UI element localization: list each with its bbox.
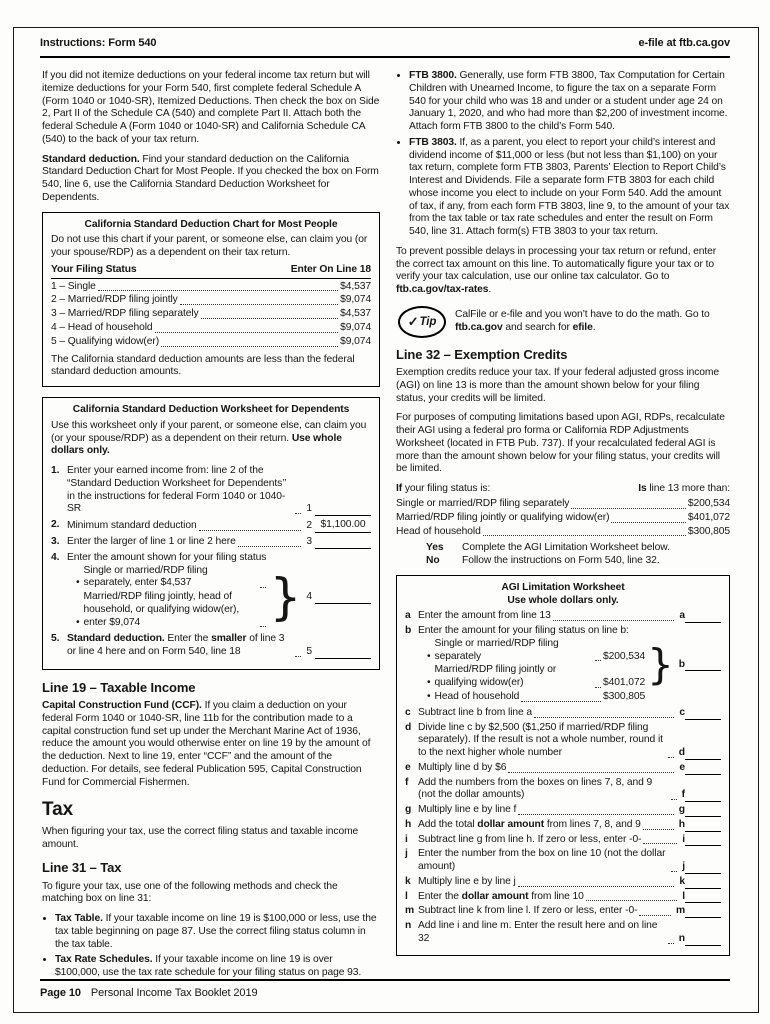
line-4-bullets xyxy=(67,565,268,631)
dot-leader xyxy=(671,868,677,872)
line-4-intro: Enter the amount shown for your filing status xyxy=(67,551,267,563)
chart-row-single xyxy=(51,281,371,294)
dot-leader xyxy=(553,617,675,621)
answer-blank xyxy=(685,805,721,817)
heading-tax: Tax xyxy=(42,799,74,821)
brace-glyph: } xyxy=(647,640,674,690)
agi-line-ref: j xyxy=(682,861,685,873)
agi-line-ref: g xyxy=(678,804,685,816)
status-threshold-row-married xyxy=(396,512,730,525)
agi-letter: h xyxy=(405,818,412,830)
dot-leader xyxy=(508,769,674,773)
heading-line-32: Line 32 – Exemption Credits xyxy=(396,347,568,363)
agi-letter: c xyxy=(405,706,411,718)
agi-l-pre: Enter the xyxy=(418,890,462,902)
agi-letter: g xyxy=(405,804,412,816)
dependents-worksheet-intro-text: Use this worksheet only if your parent, or someone else, can claim you (or your spouse/RDP) as a dependent on their return. xyxy=(51,419,367,444)
option-label: • Single or married/RDP filing separately xyxy=(434,637,559,662)
agi-letter: b xyxy=(405,625,412,637)
dot-leader xyxy=(668,940,674,944)
dot-leader xyxy=(238,543,302,547)
answer-blank xyxy=(685,862,721,874)
ftb-3803-text: If, as a parent, you elect to report your child’s interest and dividend income of $11,000 or less (but not less than $1,100) on your tax return, complete form FTB 3803, Parents’ Election to Report Child’s Interest and Dividends. File a separate form FTB 3803 for each child whose income you elect to include on your Form 540. Add the amount of tax, if any, from each form FTB 3803, line 9, to the amount of your tax from the tax table or tax rate schedules and enter the result on Form 540, line 31. Attach form(s) FTB 3803 to your tax return. xyxy=(409,136,730,238)
agi-line-label: Multiply line e by line j xyxy=(418,875,516,887)
agi-line-ref: e xyxy=(679,761,685,773)
agi-line-label: Subtract line b from line a xyxy=(418,706,533,718)
ccf-lead: Capital Construction Fund (CCF). xyxy=(42,699,202,711)
agi-row-m xyxy=(405,905,721,918)
dot-leader xyxy=(521,698,601,702)
check-icon: ✓ xyxy=(407,313,419,329)
chart-row-label: 2 – Married/RDP filing jointly xyxy=(51,294,178,306)
is-bold: Is xyxy=(638,483,647,495)
threshold-amount: $401,072 xyxy=(687,511,730,523)
dot-leader xyxy=(518,883,675,887)
agi-filing-option xyxy=(418,664,645,690)
line-number: 5. xyxy=(51,633,60,645)
dependents-worksheet-intro xyxy=(51,420,371,458)
agi-line-label: Enter the amount from line 13 xyxy=(418,610,551,622)
dot-leader xyxy=(199,527,302,531)
whole-dollars-note: Use whole dollars only. xyxy=(51,432,342,457)
tip-text-2: and search for xyxy=(502,322,573,334)
chart-row-label: 5 – Qualifying widow(er) xyxy=(51,335,160,347)
answer-blank xyxy=(685,708,721,720)
dot-leader xyxy=(595,684,601,688)
line-number: 2. xyxy=(51,519,60,531)
dot-leader xyxy=(639,912,671,916)
line-ref: 3 xyxy=(306,535,312,547)
agi-line-ref: n xyxy=(678,932,685,944)
standard-deduction-chart-box xyxy=(42,212,380,387)
chart-row-amount: $4,537 xyxy=(340,308,371,320)
delays-period: . xyxy=(488,284,492,296)
dot-leader xyxy=(671,796,677,800)
dot-leader xyxy=(180,301,338,305)
line-ref: 1 xyxy=(306,503,312,515)
agi-b-options xyxy=(418,625,645,705)
worksheet-line-2 xyxy=(51,519,371,533)
threshold-amount: $200,534 xyxy=(687,498,730,510)
tax-rate-schedules-text: If your taxable income on line 19 is over $100,000, use the tax rate schedule for your filing status on page 93. xyxy=(55,954,362,979)
line-body xyxy=(67,536,371,549)
chart-row-married-separately xyxy=(51,308,371,321)
agi-line-label: Subtract line k from line l. If zero or less, enter -0- xyxy=(418,905,638,917)
tax-table-lead: Tax Table. xyxy=(55,913,103,925)
agi-line-label: Divide line c by $2,500 ($1,250 if married/RDP filing separately). If the result is not a whole number, round it to the next higher whole number xyxy=(418,721,663,759)
standard-deduction-text: Find your standard deduction on the California Standard Deduction Chart for Most People. If you checked the box on Form 540, line 6, use the California Standard Deduction Worksheet for Dependents. xyxy=(42,153,379,203)
status-label: Single or married/RDP filing separately xyxy=(396,498,570,510)
dot-leader xyxy=(611,519,685,523)
line-body xyxy=(67,465,371,516)
agi-line-body xyxy=(418,625,721,705)
line-ref: 2 xyxy=(306,520,312,532)
chart-col-filing-status: Your Filing Status xyxy=(51,263,137,275)
dot-leader xyxy=(483,532,686,536)
agi-line-ref: l xyxy=(682,890,685,902)
dot-leader xyxy=(668,754,674,758)
minimum-standard-deduction-value: $1,100.00 xyxy=(315,519,371,533)
agi-line-label: Enter the number from the box on line 10 (not the dollar amount) xyxy=(418,848,666,873)
dot-leader xyxy=(260,584,266,588)
dot-leader xyxy=(643,840,677,844)
tip-badge-icon xyxy=(398,306,446,338)
chart-row-label: 3 – Married/RDP filing separately xyxy=(51,308,199,320)
header-left-title: Instructions: Form 540 xyxy=(40,37,157,49)
line-label xyxy=(67,633,293,659)
answer-blank xyxy=(315,504,371,516)
answer-blank xyxy=(315,592,371,604)
if-filing-status-label xyxy=(396,483,490,496)
header-right-title: e-file at ftb.ca.gov xyxy=(638,37,730,49)
option-label: • Single or married/RDP filing separately, enter $4,537 xyxy=(83,564,208,589)
ftb-3800-lead: FTB 3800. xyxy=(409,70,457,81)
dot-leader xyxy=(295,510,301,514)
agi-letter: e xyxy=(405,761,411,773)
no-label: No xyxy=(426,555,440,567)
answer-blank xyxy=(685,659,721,671)
dot-leader xyxy=(595,657,601,661)
agi-line-label: Multiply line e by line f xyxy=(418,804,517,816)
answer-blank xyxy=(315,647,371,659)
delays-paragraph xyxy=(396,246,730,297)
exemption-credits-paragraph-2: For purposes of computing limitations based upon AGI, RDPs, recalculate their AGI using a federal pro forma or California RDP Adjustments Worksheet (located in FTB Pub. 737). If your recalculated federal AGI is more than the amount shown below for your filing status, your credits will be limited. xyxy=(396,412,725,475)
agi-line-ref: b xyxy=(678,658,685,670)
agi-letter: k xyxy=(405,875,411,887)
line-ref: 4 xyxy=(306,591,312,603)
is-text: line 13 more than: xyxy=(646,483,730,495)
agi-letter: f xyxy=(405,776,409,788)
if-text: your filing status is: xyxy=(402,483,491,495)
agi-line-body xyxy=(418,610,721,623)
agi-row-a xyxy=(405,610,721,623)
ftb-3800-text: Generally, use form FTB 3800, Tax Computation for Certain Children with Unearned Income, to figure the tax on a separate Form 540 for your child who was 18 and under or a student under age 24 on January 1, 2020, and who had more than $2,200 of investment income. Attach form FTB 3800 to the child’s Form 540. xyxy=(409,70,728,133)
chart-row-amount: $9,074 xyxy=(340,335,371,347)
agi-line-ref: f xyxy=(681,789,685,801)
threshold-amount: $300,805 xyxy=(687,525,730,537)
agi-row-e xyxy=(405,762,721,775)
agi-letter: n xyxy=(405,920,412,932)
answer-blank xyxy=(685,748,721,760)
tax-table-bullet xyxy=(55,913,380,951)
brace-glyph: } xyxy=(269,567,302,626)
option-label: • Married/RDP filing jointly or qualifying widow(er) xyxy=(434,664,557,689)
line-ref: 5 xyxy=(306,646,312,658)
worksheet-line-5 xyxy=(51,633,371,659)
answer-blank xyxy=(685,834,721,846)
agi-h-bold: dollar amount xyxy=(477,818,545,830)
answer-blank xyxy=(685,820,721,832)
line-5-bold-smaller: smaller xyxy=(211,633,247,645)
agi-b-answer xyxy=(676,659,721,672)
tax-rates-url: ftb.ca.gov/tax-rates xyxy=(396,284,489,296)
agi-filing-option xyxy=(418,638,645,664)
chart-row-qualifying-widow xyxy=(51,336,371,349)
page-footer xyxy=(40,979,730,1001)
dot-leader xyxy=(586,897,677,901)
filing-status-option xyxy=(67,591,268,629)
footer-page-number: Page 10 xyxy=(40,987,81,999)
status-label: Married/RDP filing jointly or qualifying widow(er) xyxy=(396,511,610,523)
agi-letter: d xyxy=(405,721,412,733)
agi-row-g xyxy=(405,804,721,817)
agi-row-h xyxy=(405,819,721,832)
heading-line-19: Line 19 – Taxable Income xyxy=(42,679,196,695)
option-amount: $200,534 xyxy=(603,650,646,662)
line-number: 3. xyxy=(51,535,60,547)
answer-blank xyxy=(315,537,371,549)
agi-row-n xyxy=(405,920,721,946)
ftb-3803-bullet xyxy=(409,137,730,239)
answer-blank xyxy=(685,891,721,903)
dot-leader xyxy=(201,315,338,319)
no-text: Follow the instructions on Form 540, line 32. xyxy=(462,555,660,567)
chart-row-head-of-household xyxy=(51,322,371,335)
dependents-worksheet-box xyxy=(42,397,380,670)
dot-leader xyxy=(98,287,338,291)
answer-blank xyxy=(685,934,721,946)
dot-leader xyxy=(260,623,266,627)
line-5-text-2: of line 3 or line 4 here and on Form 540, line 18 xyxy=(67,633,285,658)
agi-h-post: from lines 7, 8, and 9 xyxy=(544,818,641,830)
tip-text xyxy=(455,309,730,335)
agi-line-ref: c xyxy=(679,706,685,718)
filing-status-option xyxy=(67,565,268,591)
agi-limitation-worksheet-box xyxy=(396,575,730,956)
heading-line-31: Line 31 – Tax xyxy=(42,860,122,876)
agi-row-d xyxy=(405,722,721,760)
status-threshold-row-single xyxy=(396,498,730,511)
delays-text: To prevent possible delays in processing your tax return or refund, enter the correct tax amount on this line. To automatically figure your tax or to verify your tax calculation, use our online tax calculator. Go to xyxy=(396,245,717,283)
tax-rate-schedules-bullet xyxy=(55,954,380,980)
chart-col-enter-on-line-18: Enter On Line 18 xyxy=(290,263,371,275)
line-body xyxy=(67,633,371,659)
option-label: • Married/RDP filing jointly, head of household, or qualifying widow(er), enter $9,074 xyxy=(83,591,240,628)
line-4-options xyxy=(67,565,371,631)
answer-blank xyxy=(685,877,721,889)
is-line-13-label xyxy=(638,483,730,496)
answer-blank xyxy=(685,906,721,918)
chart-row-label: 4 – Head of household xyxy=(51,322,153,334)
dot-leader xyxy=(643,826,674,830)
ftb-forms-list xyxy=(409,70,730,239)
ccf-paragraph xyxy=(42,700,380,789)
option-amount: $300,805 xyxy=(603,690,646,702)
chart-row-amount: $9,074 xyxy=(340,322,371,334)
agi-letter: a xyxy=(405,610,411,622)
status-label: Head of household xyxy=(396,525,481,537)
agi-worksheet-title: AGI Limitation Worksheet xyxy=(501,581,625,593)
agi-line-label xyxy=(418,891,584,904)
dot-leader xyxy=(571,505,686,509)
line-31-intro: To figure your tax, use one of the following methods and check the matching box on line 31: xyxy=(42,880,338,905)
tax-table-text: If your taxable income on line 19 is $100,000 or less, use the tax table beginning on page 87. Use the correct filing status column in the tax table. xyxy=(55,913,377,950)
line-label: Minimum standard deduction xyxy=(67,520,197,532)
tax-rate-schedules-lead: Tax Rate Schedules. xyxy=(55,954,153,966)
worksheet-line-4 xyxy=(51,552,371,631)
agi-line-ref: a xyxy=(679,610,685,622)
agi-line-ref: k xyxy=(679,875,685,887)
agi-b-intro: Enter the amount for your filing status on line b: xyxy=(418,625,629,637)
agi-line-label: Add line i and line m. Enter the result here and on line 32 xyxy=(418,920,658,944)
option-label: • Head of household xyxy=(434,690,520,702)
agi-line-label: Multiply line d by $6 xyxy=(418,761,507,773)
chart-box-intro: Do not use this chart if your parent, or someone else, can claim you (or your spouse/RDP) as a dependent on their tax return. xyxy=(51,234,368,259)
tip-period: . xyxy=(592,322,596,334)
status-threshold-row-hoh xyxy=(396,526,730,539)
page-header xyxy=(40,37,730,58)
ftb-url: ftb.ca.gov xyxy=(455,322,503,334)
agi-line-ref: m xyxy=(675,905,685,917)
agi-row-f xyxy=(405,777,721,803)
agi-row-c xyxy=(405,707,721,720)
chart-row-amount: $9,074 xyxy=(340,294,371,306)
standard-deduction-lead: Standard deduction. xyxy=(42,153,140,165)
agi-row-l xyxy=(405,891,721,904)
chart-row-label: 1 – Single xyxy=(51,280,96,292)
agi-line-ref: i xyxy=(682,833,685,845)
answer-blank xyxy=(685,790,721,802)
agi-letter: m xyxy=(405,905,415,917)
chart-box-header-row xyxy=(51,264,371,279)
dependents-worksheet-title: California Standard Deduction Worksheet for Dependents xyxy=(72,404,350,416)
line-5-bold-lead: Standard deduction. xyxy=(67,633,165,645)
dot-leader xyxy=(161,343,338,347)
agi-line-ref: h xyxy=(678,818,685,830)
agi-l-post: from line 10 xyxy=(528,890,584,902)
left-column xyxy=(42,70,380,987)
answer-blank xyxy=(685,611,721,623)
agi-row-i xyxy=(405,834,721,847)
right-column xyxy=(396,70,730,966)
chart-box-title: California Standard Deduction Chart for Most People xyxy=(84,218,338,230)
line-31-method-list xyxy=(55,913,380,980)
line-label: Enter your earned income from: line 2 of the “Standard Deduction Worksheet for Dependents’’ in the instructions for federal Form 1040 or 1040-SR xyxy=(67,465,287,515)
if-bold: If xyxy=(396,483,403,495)
tip-label: Tip xyxy=(419,315,437,328)
agi-worksheet-subtitle: Use whole dollars only. xyxy=(507,594,619,606)
line-5-text-1: Enter the xyxy=(164,633,212,645)
agi-line-label: Subtract line g from line h. If zero or less, enter -0- xyxy=(418,833,642,845)
dot-leader xyxy=(518,811,674,815)
agi-letter: j xyxy=(405,848,408,860)
chart-row-married-jointly xyxy=(51,294,371,307)
agi-filing-option xyxy=(418,691,645,704)
agi-l-bold: dollar amount xyxy=(461,890,529,902)
chart-box-note: The California standard deduction amounts are less than the federal standard deduction amounts. xyxy=(51,353,355,378)
dot-leader xyxy=(295,653,301,657)
agi-row-j xyxy=(405,848,721,874)
exemption-credits-paragraph-1: Exemption credits reduce your tax. If your federal adjusted gross income (AGI) on line 13 is more than the amount shown below for your filing status, your credits will be limited. xyxy=(396,367,720,404)
worksheet-line-1 xyxy=(51,465,371,516)
line-4-answer xyxy=(303,591,371,604)
worksheet-line-3 xyxy=(51,536,371,549)
yes-instruction-row xyxy=(426,542,730,555)
line-body xyxy=(67,552,371,631)
yes-label: Yes xyxy=(426,542,444,554)
agi-line-ref: d xyxy=(678,747,685,759)
standard-deduction-paragraph xyxy=(42,154,380,205)
ftb-3803-lead: FTB 3803. xyxy=(409,136,457,148)
option-amount: $401,072 xyxy=(603,677,646,689)
line-label: Enter the larger of line 1 or line 2 here xyxy=(67,535,236,547)
agi-line-label xyxy=(418,819,641,832)
agi-letter: l xyxy=(405,890,408,902)
agi-letter: i xyxy=(405,833,408,845)
itemize-paragraph: If you did not itemize deductions on your federal income tax return but will itemize deductions for your Form 540, first complete federal Schedule A (Form 1040 or 1040-SR), Itemized Deductions. Then check the box on Side 2, Part II of the Schedule CA (540) and complete Part II. Attach both the federal Schedule A (Form 1040 or 1040-SR) and California Schedule CA (540) to the back of your tax return. xyxy=(42,70,380,145)
line-body xyxy=(67,519,371,533)
filing-status-header-row xyxy=(396,483,730,496)
dot-leader xyxy=(534,714,674,718)
dot-leader xyxy=(155,329,339,333)
chart-row-amount: $4,537 xyxy=(340,280,371,292)
agi-row-b xyxy=(405,625,721,705)
efile-keyword: efile xyxy=(572,322,593,334)
agi-line-label: Add the numbers from the boxes on lines 7, 8, and 9 (not the dollar amounts) xyxy=(418,776,653,801)
line-number: 1. xyxy=(51,465,60,477)
footer-booklet-title: Personal Income Tax Booklet 2019 xyxy=(90,987,258,999)
ccf-text: If you claim a deduction on your federal Form 1040 or 1040-SR, line 11b for the contribution made to a capital construction fund set up under the Merchant Marine Act of 1936, reduce the amount you would otherwise enter on line 19 by the amount of the deduction. Next to line 19, enter “CCF” and the amount of the deduction. For details, see federal Publication 595, Capital Construction Fund for Commercial Fishermen. xyxy=(42,699,371,788)
agi-h-pre: Add the total xyxy=(418,818,478,830)
ftb-3800-bullet xyxy=(409,70,730,134)
no-instruction-row xyxy=(426,555,730,568)
line-number: 4. xyxy=(51,551,60,563)
tax-paragraph: When figuring your tax, use the correct filing status and taxable income amount. xyxy=(42,825,359,850)
agi-row-k xyxy=(405,876,721,889)
tip-callout xyxy=(398,306,730,338)
answer-blank xyxy=(685,763,721,775)
yes-text: Complete the AGI Limitation Worksheet below. xyxy=(462,542,670,554)
tip-text-1: CalFile or e-file and you won’t have to do the math. Go to xyxy=(455,309,710,321)
